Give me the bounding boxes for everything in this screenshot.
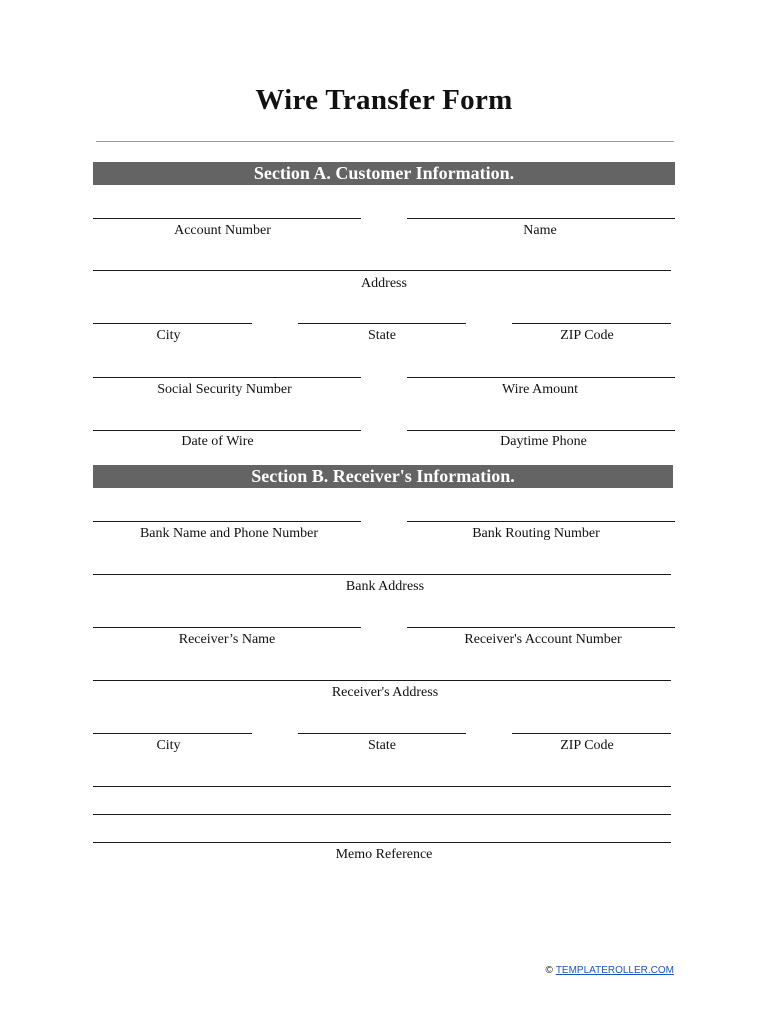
receiver-zip-label: ZIP Code (560, 738, 614, 753)
wire-amount-label: Wire Amount (501, 382, 579, 397)
section-a-heading: Section A. Customer Information. (93, 162, 675, 185)
date-of-wire-field[interactable] (93, 430, 361, 431)
account-number-label: Account Number (174, 223, 271, 238)
bank-address-label: Bank Address (345, 579, 425, 594)
bank-name-phone-label: Bank Name and Phone Number (139, 526, 319, 541)
receiver-account-field[interactable] (407, 627, 675, 628)
memo-line-3[interactable] (93, 842, 671, 843)
zip-field[interactable] (512, 323, 671, 324)
ssn-field[interactable] (93, 377, 361, 378)
daytime-phone-field[interactable] (407, 430, 675, 431)
name-field[interactable] (407, 218, 675, 219)
receiver-zip-field[interactable] (512, 733, 671, 734)
state-label: State (368, 328, 396, 343)
form-title: Wire Transfer Form (255, 84, 513, 116)
ssn-label: Social Security Number (157, 382, 292, 397)
account-number-field[interactable] (93, 218, 361, 219)
date-of-wire-label: Date of Wire (181, 434, 254, 449)
receiver-address-field[interactable] (93, 680, 671, 681)
name-label: Name (523, 223, 557, 238)
memo-reference-label: Memo Reference (335, 847, 433, 862)
templateroller-link[interactable]: TEMPLATEROLLER.COM (555, 965, 674, 976)
receiver-city-field[interactable] (93, 733, 252, 734)
city-label: City (156, 328, 181, 343)
receiver-name-label: Receiver’s Name (178, 632, 276, 647)
receiver-name-field[interactable] (93, 627, 361, 628)
address-label: Address (361, 276, 407, 291)
zip-label: ZIP Code (560, 328, 614, 343)
title-divider (96, 141, 674, 142)
bank-routing-field[interactable] (407, 521, 675, 522)
section-b-heading: Section B. Receiver's Information. (93, 465, 673, 488)
bank-address-field[interactable] (93, 574, 671, 575)
memo-line-1[interactable] (93, 786, 671, 787)
receiver-account-label: Receiver's Account Number (464, 632, 622, 647)
wire-amount-field[interactable] (407, 377, 675, 378)
footer-credit (545, 965, 674, 976)
bank-routing-label: Bank Routing Number (472, 526, 600, 541)
receiver-state-label: State (368, 738, 396, 753)
city-field[interactable] (93, 323, 252, 324)
receiver-address-label: Receiver's Address (331, 685, 439, 700)
copyright-icon: © (545, 965, 553, 976)
receiver-city-label: City (156, 738, 181, 753)
memo-line-2[interactable] (93, 814, 671, 815)
bank-name-phone-field[interactable] (93, 521, 361, 522)
receiver-state-field[interactable] (298, 733, 466, 734)
state-field[interactable] (298, 323, 466, 324)
address-field[interactable] (93, 270, 671, 271)
daytime-phone-label: Daytime Phone (500, 434, 587, 449)
